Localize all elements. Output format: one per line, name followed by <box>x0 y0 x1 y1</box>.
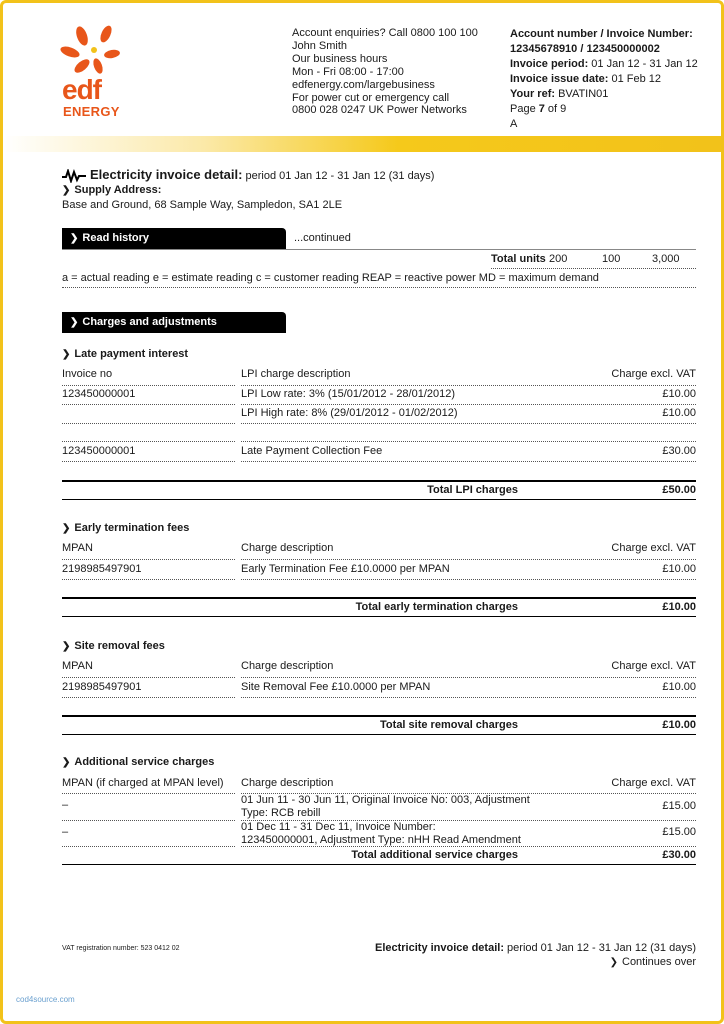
supply-address-value: Base and Ground, 68 Sample Way, Sampledon, SA1 2LE <box>62 199 343 211</box>
lpi-invoice-no: 123450000001 <box>62 388 136 400</box>
lpi-charge: £30.00 <box>662 445 696 457</box>
contact-website: edfenergy.com/largebusiness <box>292 78 435 91</box>
divider <box>62 249 696 250</box>
divider <box>241 385 696 386</box>
invoice-issue-label: Invoice issue date: <box>510 73 609 85</box>
chevron-right-icon: ❯ <box>62 641 71 652</box>
chevron-right-icon: ❯ <box>62 349 71 360</box>
reading-legend: a = actual reading e = estimate reading c = customer reading REAP = reactive power MD = maximum demand <box>62 272 599 284</box>
additional-charge: £15.00 <box>662 800 696 812</box>
page-number <box>510 102 710 117</box>
additional-charge: £15.00 <box>662 826 696 838</box>
electricity-wave-icon <box>62 169 86 183</box>
additional-heading <box>62 756 214 768</box>
divider <box>62 697 235 698</box>
page-prefix: Page <box>510 103 539 115</box>
logo-text-edf: edf <box>62 74 101 105</box>
divider <box>62 559 235 560</box>
your-ref <box>510 87 710 102</box>
vat-registration: VAT registration number: 523 0412 02 <box>62 945 180 952</box>
additional-mpan: – <box>62 799 69 811</box>
lpi-charge: £10.00 <box>662 388 696 400</box>
your-ref-value: BVATIN01 <box>555 88 609 100</box>
contact-name: John Smith <box>292 39 348 52</box>
additional-total-value: £30.00 <box>662 849 696 861</box>
divider <box>62 404 235 405</box>
site-removal-title: Site removal fees <box>74 640 165 652</box>
early-description: Early Termination Fee £10.0000 per MPAN <box>241 563 450 575</box>
chevron-right-icon: ❯ <box>62 523 71 534</box>
footer-title-text: Electricity invoice detail: <box>374 942 504 954</box>
total-rule <box>62 616 696 617</box>
early-charge: £10.00 <box>662 563 696 575</box>
total-units-value: 100 <box>602 253 621 265</box>
your-ref-label: Your ref: <box>510 88 556 100</box>
col-header: MPAN <box>62 660 93 672</box>
contact-line: Mon - Fri 08:00 - 17:00 <box>292 65 404 78</box>
lpi-description: Late Payment Collection Fee <box>241 445 383 457</box>
contact-line: For power cut or emergency call <box>292 91 450 104</box>
col-header: Charge description <box>241 542 334 554</box>
early-total-label: Total early termination charges <box>355 601 518 613</box>
lpi-heading <box>62 348 188 360</box>
early-total-value: £10.00 <box>662 601 696 613</box>
section-title-period: period 01 Jan 12 - 31 Jan 12 (31 days) <box>242 170 435 182</box>
footer-title-period: period 01 Jan 12 - 31 Jan 12 (31 days) <box>503 942 696 954</box>
invoice-period-value: 01 Jan 12 - 31 Jan 12 <box>588 58 698 70</box>
chevron-right-icon: ❯ <box>70 233 79 244</box>
divider <box>241 697 696 698</box>
lpi-title: Late payment interest <box>74 348 189 360</box>
col-header: Charge excl. VAT <box>611 542 696 554</box>
contact-line: Our business hours <box>292 52 388 65</box>
chevron-right-icon: ❯ <box>609 957 618 968</box>
divider <box>62 846 235 847</box>
site-removal-heading <box>62 640 165 652</box>
invoice-period <box>510 57 710 72</box>
lpi-total-label: Total LPI charges <box>427 484 518 496</box>
section-title-text: Electricity invoice detail: <box>90 167 243 182</box>
contact-line: 0800 028 0247 UK Power Networks <box>292 104 467 117</box>
invoice-issue-value: 01 Feb 12 <box>608 73 662 85</box>
divider <box>241 579 696 580</box>
col-header: MPAN (if charged at MPAN level) <box>62 777 224 789</box>
additional-description-line: Type: RCB rebill <box>241 806 321 819</box>
additional-description-line: 01 Jun 11 - 30 Jun 11, Original Invoice No: 003, Adjustment <box>241 794 530 806</box>
account-number-value: 12345678910 / 123450000002 <box>510 43 660 55</box>
site-total-value: £10.00 <box>662 719 696 731</box>
page-suffix: of 9 <box>544 103 567 115</box>
additional-total-label: Total additional service charges <box>351 849 518 861</box>
col-header: Charge excl. VAT <box>611 368 696 380</box>
lpi-total-value: £50.00 <box>662 484 696 496</box>
lpi-charge: £10.00 <box>662 407 696 419</box>
divider <box>241 461 696 462</box>
total-rule <box>62 734 696 735</box>
chevron-right-icon: ❯ <box>70 317 79 328</box>
chevron-right-icon: ❯ <box>62 757 71 768</box>
charges-tab-label: Charges and adjustments <box>82 316 217 328</box>
total-units-value: 3,000 <box>652 253 680 265</box>
total-units-label: Total units <box>491 253 546 265</box>
divider <box>241 677 696 678</box>
invoice-issue-date <box>510 72 710 87</box>
early-termination-title: Early termination fees <box>74 522 190 534</box>
col-header: Invoice no <box>62 368 113 380</box>
col-header: LPI charge description <box>241 368 351 380</box>
supply-address-heading <box>62 184 161 196</box>
footer-title <box>375 942 696 954</box>
account-block <box>510 27 710 132</box>
divider <box>62 287 696 288</box>
site-mpan: 2198985497901 <box>62 681 142 693</box>
divider <box>241 559 696 560</box>
additional-mpan: – <box>62 826 69 838</box>
contact-block <box>292 27 502 117</box>
divider <box>241 404 696 405</box>
total-rule <box>62 597 696 599</box>
divider <box>62 579 235 580</box>
contact-line: Account enquiries? Call 0800 100 100 <box>292 27 478 39</box>
header-band <box>3 136 721 152</box>
total-units-value: 200 <box>549 253 568 265</box>
additional-description <box>241 821 521 846</box>
total-rule <box>62 480 696 482</box>
site-charge: £10.00 <box>662 681 696 693</box>
col-header: Charge description <box>241 660 334 672</box>
lpi-description: LPI Low rate: 3% (15/01/2012 - 28/01/2012) <box>241 388 456 400</box>
invoice-period-label: Invoice period: <box>510 58 589 70</box>
watermark: cod4source.com <box>16 995 75 1004</box>
divider <box>241 441 696 442</box>
divider <box>62 441 235 442</box>
divider <box>62 677 235 678</box>
divider <box>241 423 696 424</box>
charges-tab <box>62 312 286 333</box>
col-header: MPAN <box>62 542 93 554</box>
col-header: Charge excl. VAT <box>611 777 696 789</box>
additional-title: Additional service charges <box>74 756 215 768</box>
divider <box>62 423 235 424</box>
supply-address-label: Supply Address: <box>74 184 162 196</box>
total-rule <box>62 715 696 717</box>
early-mpan: 2198985497901 <box>62 563 142 575</box>
continues-over-label: Continues over <box>622 956 696 968</box>
col-header: Charge description <box>241 777 334 789</box>
divider <box>491 268 696 269</box>
early-termination-heading <box>62 522 189 534</box>
continues-over <box>610 956 696 968</box>
logo-text-energy: ENERGY <box>63 104 120 119</box>
additional-description <box>241 794 530 819</box>
read-history-tab <box>62 228 286 249</box>
lpi-description: LPI High rate: 8% (29/01/2012 - 01/02/2012) <box>241 407 458 419</box>
site-total-label: Total site removal charges <box>380 719 518 731</box>
account-number-label: Account number / Invoice Number: <box>510 28 693 40</box>
total-rule <box>62 864 696 865</box>
total-rule <box>62 499 696 500</box>
divider <box>241 846 696 847</box>
divider <box>62 793 235 794</box>
read-history-tab-label: Read history <box>82 232 150 244</box>
chevron-right-icon: ❯ <box>62 185 71 196</box>
divider <box>62 385 235 386</box>
divider <box>62 461 235 462</box>
divider <box>62 820 235 821</box>
site-description: Site Removal Fee £10.0000 per MPAN <box>241 681 431 693</box>
lpi-invoice-no: 123450000001 <box>62 445 136 457</box>
col-header: Charge excl. VAT <box>611 660 696 672</box>
additional-description-line: 01 Dec 11 - 31 Dec 11, Invoice Number: <box>241 821 436 833</box>
additional-description-line: 123450000001, Adjustment Type: nHH Read Amendment <box>241 833 521 846</box>
page-num: 7 <box>538 103 545 115</box>
section-title <box>62 167 434 183</box>
read-history-continued: ...continued <box>294 232 351 244</box>
page-marker: A <box>510 118 518 130</box>
